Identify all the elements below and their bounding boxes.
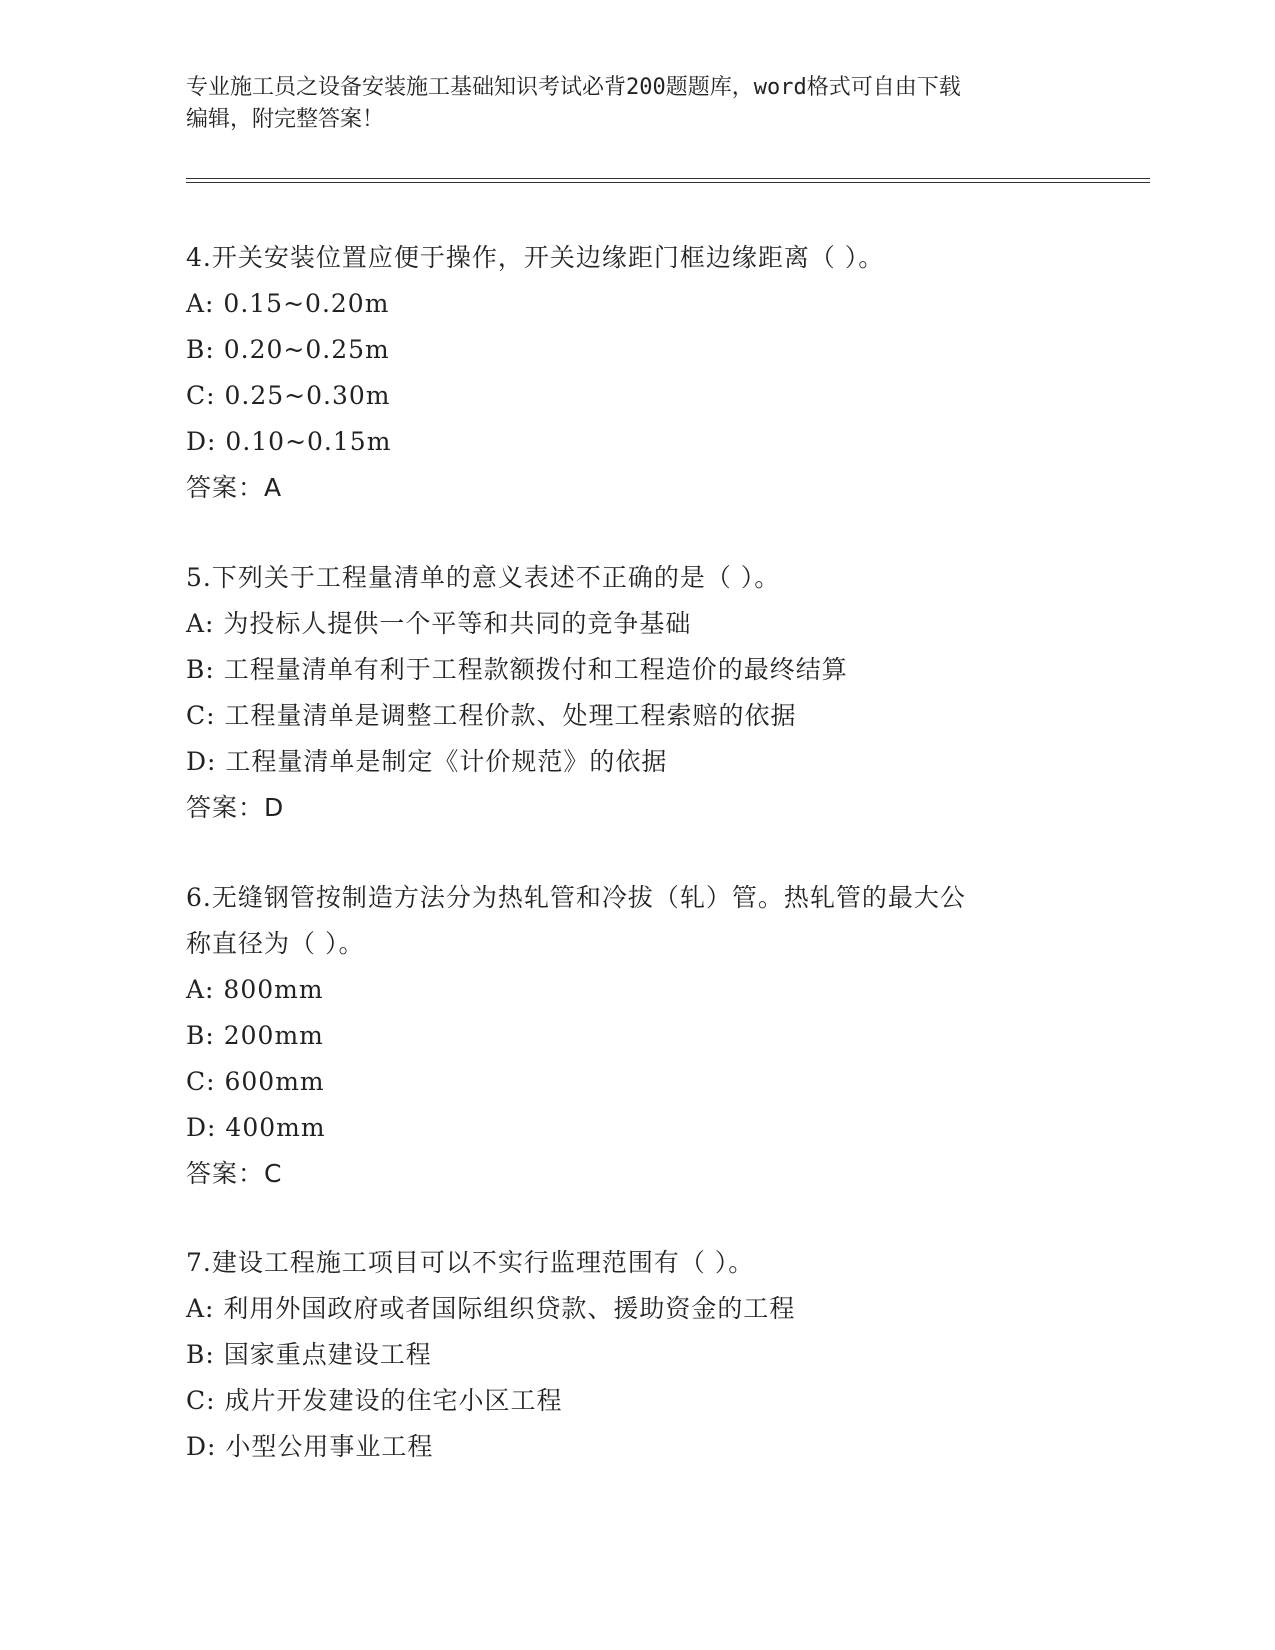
option-c: C: 0.25~0.30m <box>186 381 391 410</box>
question-text: 7.建设工程施工项目可以不实行监理范围有（ ）。 <box>186 1248 755 1277</box>
question-text-line-1: 6.无缝钢管按制造方法分为热轧管和冷拔（轧）管。热轧管的最大公 <box>186 883 966 912</box>
question-6 <box>186 875 1086 1197</box>
header-divider-bottom <box>186 182 1150 183</box>
option-a: A: 800mm <box>186 975 324 1004</box>
option-a: A: 利用外国政府或者国际组织贷款、援助资金的工程 <box>186 1294 796 1323</box>
header-divider-top <box>186 178 1150 179</box>
header-line-1: 专业施工员之设备安装施工基础知识考试必背200题题库，word格式可自由下载 <box>186 75 961 100</box>
option-a: A: 为投标人提供一个平等和共同的竞争基础 <box>186 609 692 638</box>
option-b: B: 0.20~0.25m <box>186 335 390 364</box>
header-line-2: 编辑，附完整答案！ <box>186 107 385 132</box>
document-header <box>186 72 1086 136</box>
option-b: B: 200mm <box>186 1021 324 1050</box>
answer: 答案：D <box>186 793 285 822</box>
option-b: B: 工程量清单有利于工程款额拨付和工程造价的最终结算 <box>186 655 848 684</box>
question-5 <box>186 555 1086 831</box>
option-c: C: 600mm <box>186 1067 325 1096</box>
option-c: C: 工程量清单是调整工程价款、处理工程索赔的依据 <box>186 701 797 730</box>
option-a: A: 0.15~0.20m <box>186 289 390 318</box>
answer: 答案：A <box>186 473 283 502</box>
option-d: D: 0.10~0.15m <box>186 427 392 456</box>
option-d: D: 工程量清单是制定《计价规范》的依据 <box>186 747 668 776</box>
option-d: D: 400mm <box>186 1113 326 1142</box>
question-4 <box>186 235 1086 511</box>
answer: 答案：C <box>186 1159 283 1188</box>
question-7 <box>186 1240 1086 1470</box>
option-b: B: 国家重点建设工程 <box>186 1340 432 1369</box>
option-c: C: 成片开发建设的住宅小区工程 <box>186 1386 563 1415</box>
option-d: D: 小型公用事业工程 <box>186 1432 434 1461</box>
question-text: 4.开关安装位置应便于操作，开关边缘距门框边缘距离（ ）。 <box>186 243 885 272</box>
question-text-line-2: 称直径为（ ）。 <box>186 929 365 958</box>
question-text: 5.下列关于工程量清单的意义表述不正确的是（ ）。 <box>186 563 781 592</box>
